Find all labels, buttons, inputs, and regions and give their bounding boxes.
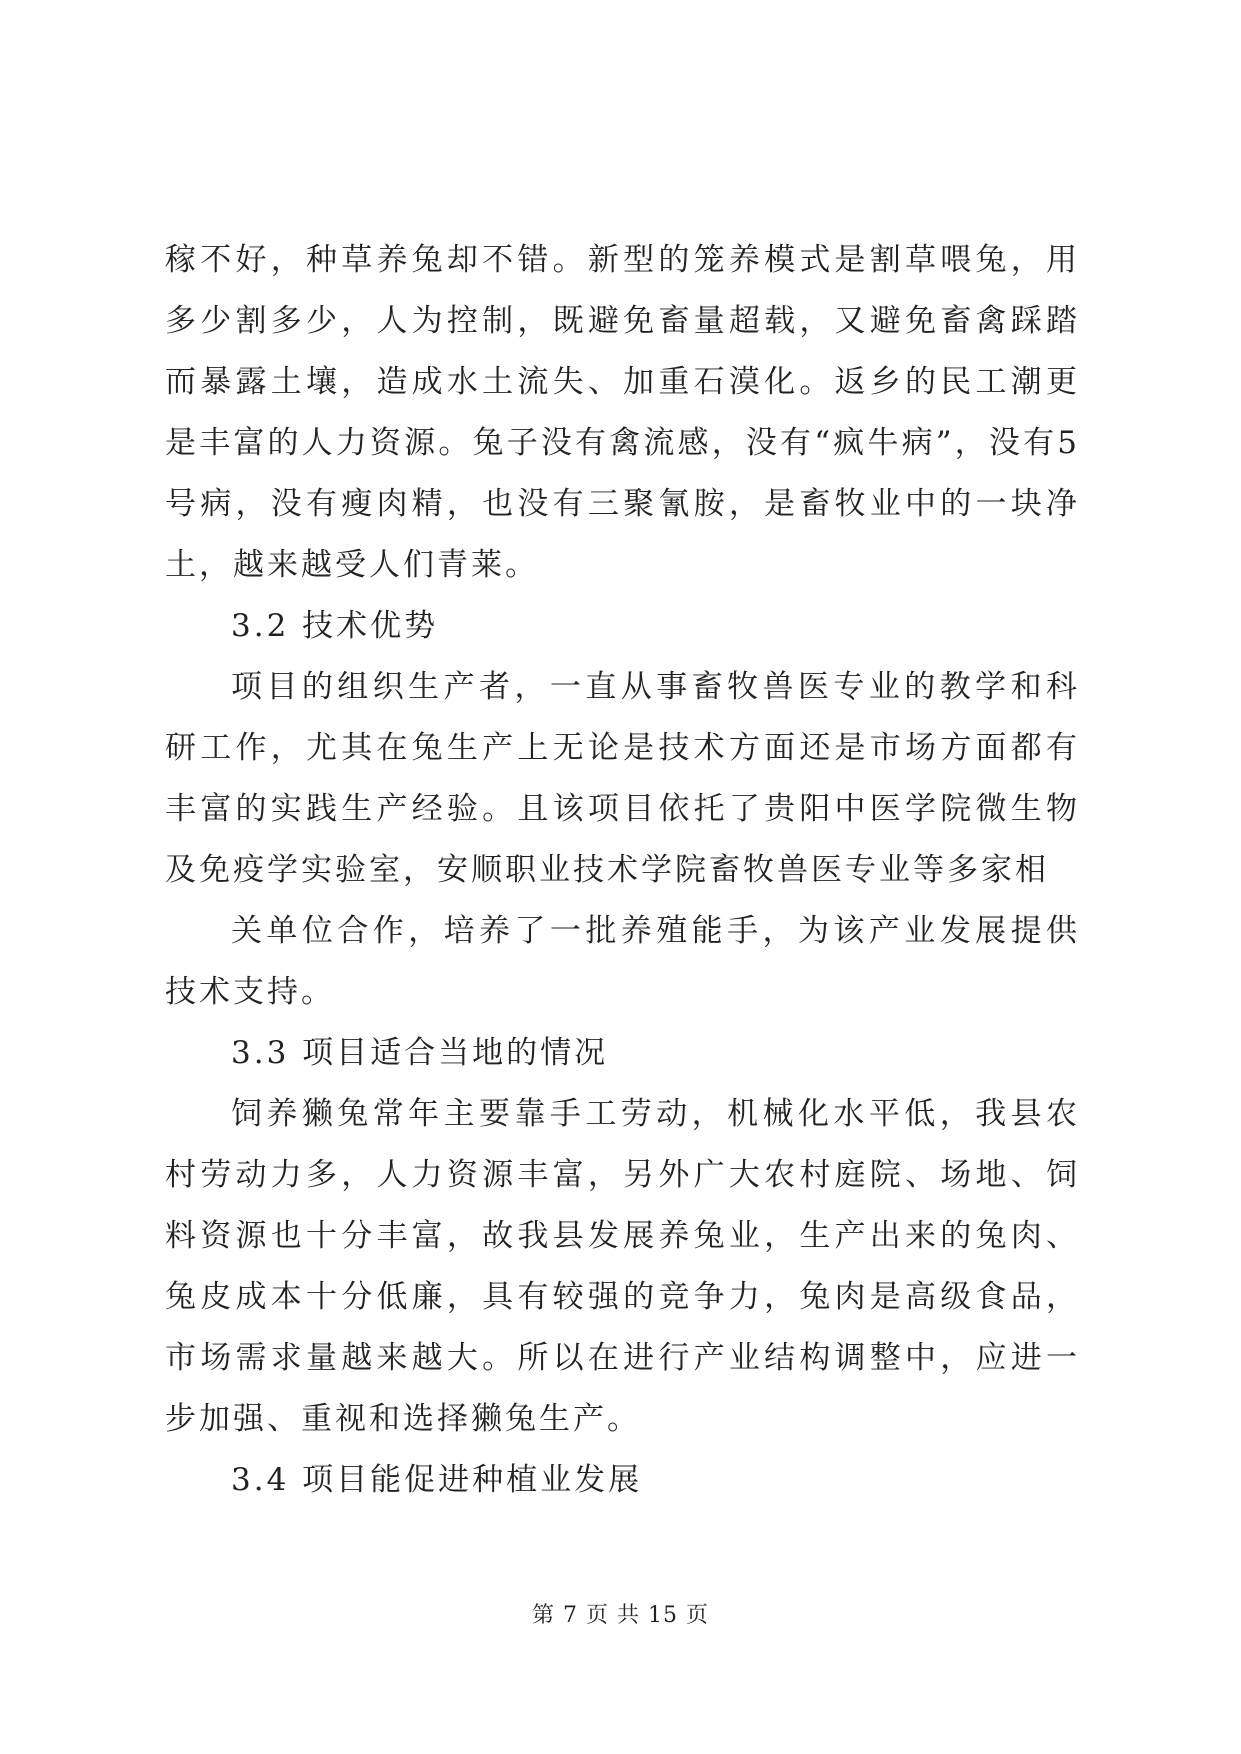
paragraph-continuation: 稼不好，种草养兔却不错。新型的笼养模式是割草喂兔，用多少割多少，人为控制，既避免畜量超载，又避免畜禽踩踏而暴露土壤，造成水土流失、加重石漠化。返乡的民工潮更是丰富的人力资源。兔子没有禽流感，没有“疯牛病”，没有5号病，没有瘦肉精，也没有三聚氰胺，是畜牧业中的一块净土，越来越受人们青莱。	[165, 242, 1080, 583]
paragraph-technical-advantage: 项目的组织生产者，一直从事畜牧兽医专业的教学和科研工作，尤其在兔生产上无论是技术方面还是市场方面都有丰富的实践生产经验。且该项目依托了贵阳中医学院微生物及免疫学实验室，安顺职业技术学院畜牧兽医专业等多家相	[165, 669, 1080, 888]
section-heading-3-4: 3.4 项目能促进种植业发展	[231, 1462, 643, 1498]
section-heading-3-2: 3.2 技术优势	[231, 608, 439, 644]
page-number-footer: 第 7 页 共 15 页	[532, 1603, 709, 1628]
paragraph-local-suitability: 饲养獭兔常年主要靠手工劳动，机械化水平低，我县农村劳动力多，人力资源丰富，另外广大农村庭院、场地、饲料资源也十分丰富，故我县发展养兔业，生产出来的兔肉、兔皮成本十分低廉，具有较强的竞争力，兔肉是高级食品，市场需求量越来越大。所以在进行产业结构调整中，应进一步加强、重视和选择獭兔生产。	[165, 1096, 1080, 1437]
section-heading-3-3: 3.3 项目适合当地的情况	[231, 1035, 609, 1071]
document-body	[165, 230, 1080, 1511]
paragraph-cooperation: 关单位合作，培养了一批养殖能手，为该产业发展提供技术支持。	[165, 913, 1080, 1010]
